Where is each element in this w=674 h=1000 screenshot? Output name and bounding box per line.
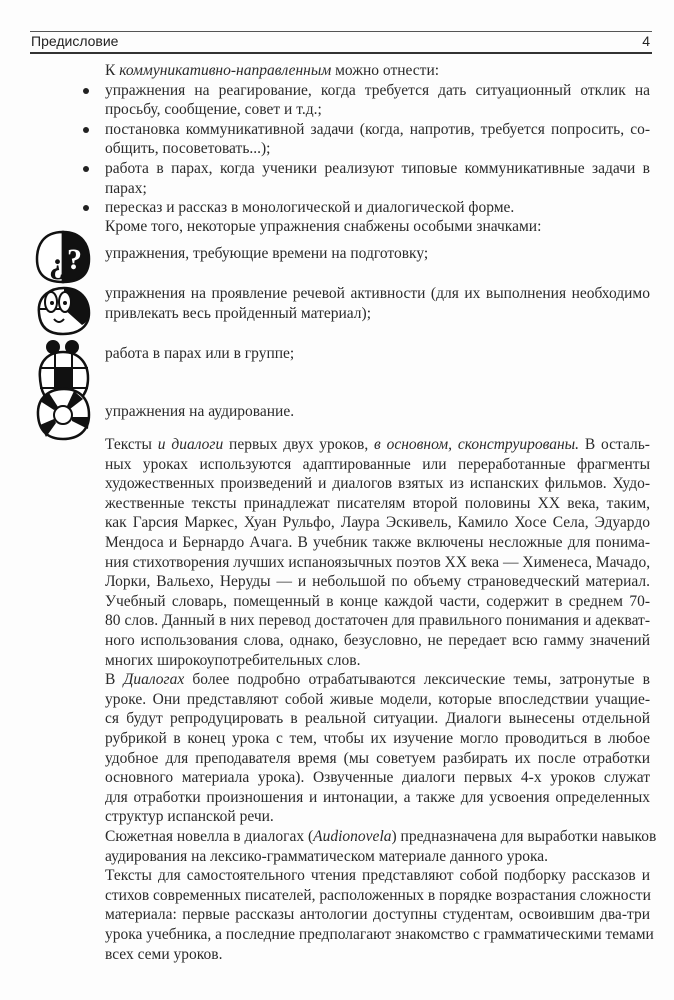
text-line	[105, 284, 650, 304]
text-segment: упражнения на реагирование, когда требуется дать ситуационный отклик на	[105, 81, 650, 99]
italic-term: и диалоги	[157, 436, 224, 453]
text-line	[105, 435, 650, 455]
text-segment: работа в парах, когда ученики реализуют типовые коммуникативные задачи в	[105, 159, 650, 177]
text-segment: просьбу, сообщение, совет и т.д.;	[105, 101, 322, 119]
text-line	[105, 690, 650, 710]
text-line	[105, 179, 650, 199]
text-segment: К	[105, 62, 120, 79]
page-number: 4	[642, 33, 650, 49]
text-segment: упражнения на аудирование.	[105, 403, 295, 420]
italic-term: Диалогах	[123, 671, 185, 689]
text-segment: можно отнести:	[331, 62, 440, 79]
text-line	[105, 198, 650, 218]
text-segment: ) предназначена для выработки навыков	[391, 828, 657, 845]
text-line	[105, 670, 650, 690]
text-line	[105, 592, 650, 612]
text-line	[105, 768, 650, 788]
text-segment: Мендоса и Бернардо Ачага. В учебник также включены несложные для понима-	[105, 533, 650, 551]
text-segment: удобное для преподавателя время (мы советуем разбирать их после отработки	[105, 749, 650, 767]
text-segment: упражнения, требующие времени на подготовку;	[105, 245, 429, 262]
bullet-item	[105, 159, 650, 198]
text-segment: Кроме того, некоторые упражнения снабжены особыми значками:	[105, 218, 542, 235]
listening-icon	[34, 385, 92, 443]
italic-term: в основном, сконструированы.	[374, 436, 580, 453]
text-line	[105, 749, 650, 769]
text-segment: многих широкоупотребительных слов.	[105, 651, 361, 669]
question-marks-icon	[34, 229, 92, 285]
text-segment: общить, посоветовать...);	[105, 140, 271, 158]
text-segment: ся будут репродуцировать в реальной ситуации. Диалоги вынесены отдельной	[105, 710, 650, 728]
text-segment: уроке. Они представляют собой живые модели, которые впоследствии учащие-	[105, 690, 650, 708]
text-line	[105, 611, 650, 631]
text-line	[105, 945, 650, 965]
text-segment: рубрикой в конец урока с тем, чтобы их изучение могло проводиться в любое	[105, 729, 650, 747]
text-line	[105, 886, 650, 906]
italic-term: коммуникативно-направленным	[119, 62, 332, 79]
legend-item-preparation	[105, 244, 650, 264]
text-segment: привлекать весь пройденный материал);	[105, 304, 372, 322]
bullet-icon	[83, 205, 89, 211]
text-line	[105, 866, 650, 886]
text-line	[105, 494, 650, 514]
svg-text:?: ?	[67, 243, 82, 276]
text-line	[105, 729, 650, 749]
text-segment: В осталь-	[579, 436, 650, 453]
text-line	[105, 925, 654, 945]
bullet-list	[105, 81, 650, 218]
text-segment: основного материала урока). Озвученные диалоги первых 4-х уроков служат	[105, 769, 650, 787]
bullet-icon	[83, 88, 89, 94]
text-segment: для отработки произношения и интонации, а также для усвоения определенных	[105, 788, 650, 806]
text-line	[105, 455, 650, 475]
text-line	[105, 631, 650, 651]
header-rule-top	[30, 31, 652, 32]
bullet-icon	[83, 127, 89, 133]
italic-term: Audionovela	[313, 828, 392, 845]
text-line	[105, 533, 650, 553]
text-line	[105, 244, 650, 264]
text-segment: 80 слов. Данный в них перевод достаточен для правильного понимания и адекват-	[105, 612, 650, 630]
text-segment: парах;	[105, 179, 147, 197]
text-line	[105, 553, 650, 573]
text-line	[105, 159, 650, 179]
text-segment: стихов современных писателей, расположенных в порядке возрастания сложности	[105, 886, 651, 904]
text-segment: всех семи уроков.	[105, 945, 223, 963]
text-segment: В	[105, 671, 124, 689]
text-line	[105, 807, 650, 827]
bullet-item	[105, 81, 650, 120]
text-segment: материала: первые рассказы антологии доступны студентам, освоившим два-три	[105, 906, 650, 924]
text-segment: Учебный словарь, помещенный в конце каждой части, содержит в среднем 70-	[105, 592, 650, 610]
text-segment: художественных произведений и диалогов взятых из испанских фильмов. Худо-	[105, 475, 650, 493]
text-segment: пересказ и рассказ в монологической и диалогической форме.	[105, 199, 515, 217]
text-line	[105, 905, 650, 925]
text-line	[105, 100, 650, 120]
legend-item-pairs	[105, 344, 650, 364]
text-segment: структур испанской речи.	[105, 808, 274, 826]
text-segment: ных уроках используются адаптированные или переработанные фрагменты	[105, 455, 650, 473]
bullet-icon	[83, 166, 89, 172]
legend-item-listening	[105, 402, 650, 422]
paragraph-texts	[105, 435, 650, 670]
symbols-intro	[105, 217, 650, 237]
text-line	[105, 827, 657, 847]
text-segment: ния стихотворения лучших испаноязычных поэтов XX века — Хименеса, Мачадо,	[105, 553, 651, 571]
legend-item-speech	[105, 284, 650, 323]
text-segment: более подробно отрабатываются лексические темы, затронутые в	[184, 671, 651, 689]
text-segment: постановка коммуникативной задачи (когда, напротив, требуется попросить, со-	[105, 120, 650, 138]
paragraph-audionovela	[105, 827, 657, 866]
header-rule-bottom	[30, 52, 652, 54]
text-line	[105, 513, 650, 533]
svg-text:¿: ¿	[49, 247, 64, 280]
text-segment: Лорки, Вальехо, Неруды — и небольшой по объему страноведческий материал.	[105, 573, 650, 591]
text-segment: Сюжетная новелла в диалогах (	[105, 828, 314, 845]
text-line	[105, 651, 650, 671]
bullet-item	[105, 120, 650, 159]
text-line	[105, 788, 650, 808]
text-segment: Тексты	[105, 436, 158, 453]
bullet-item	[105, 198, 650, 218]
running-title: Предисловие	[31, 33, 119, 49]
text-line	[105, 847, 650, 867]
paragraph-reading	[105, 866, 654, 964]
text-line	[105, 139, 650, 159]
text-line	[105, 81, 650, 101]
text-line	[105, 474, 650, 494]
text-line	[105, 304, 650, 324]
text-line	[105, 709, 650, 729]
text-segment: упражнения на проявление речевой активности (для их выполнения необходимо	[105, 285, 650, 302]
intro-text	[105, 61, 650, 81]
text-segment: урока учебника, а последние предполагают знакомство с грамматическими темами	[105, 925, 654, 943]
text-line	[105, 120, 650, 140]
text-line	[105, 572, 650, 592]
text-segment: аудирования на лексико-грамматическом материале данного урока.	[105, 847, 549, 865]
text-line	[105, 61, 650, 81]
text-segment: жественные тексты принадлежат писателям второй половины XX века, таким,	[105, 494, 650, 512]
text-segment: ного использования слова, однако, безусловно, не передает всю гамму значений	[105, 631, 650, 649]
text-line	[105, 344, 650, 364]
text-segment: работа в парах или в группе;	[105, 345, 295, 362]
text-segment: Тексты для самостоятельного чтения представляют собой подборку рассказов и	[105, 867, 650, 885]
text-segment: первых двух уроков,	[223, 436, 375, 453]
paragraph-dialogues	[105, 670, 650, 827]
text-line	[105, 402, 650, 422]
talking-face-icon	[34, 285, 92, 337]
text-line	[105, 217, 650, 237]
text-segment: как Гарсия Маркес, Хуан Рульфо, Лаура Эскивель, Камило Хосе Села, Эдуардо	[105, 514, 650, 532]
